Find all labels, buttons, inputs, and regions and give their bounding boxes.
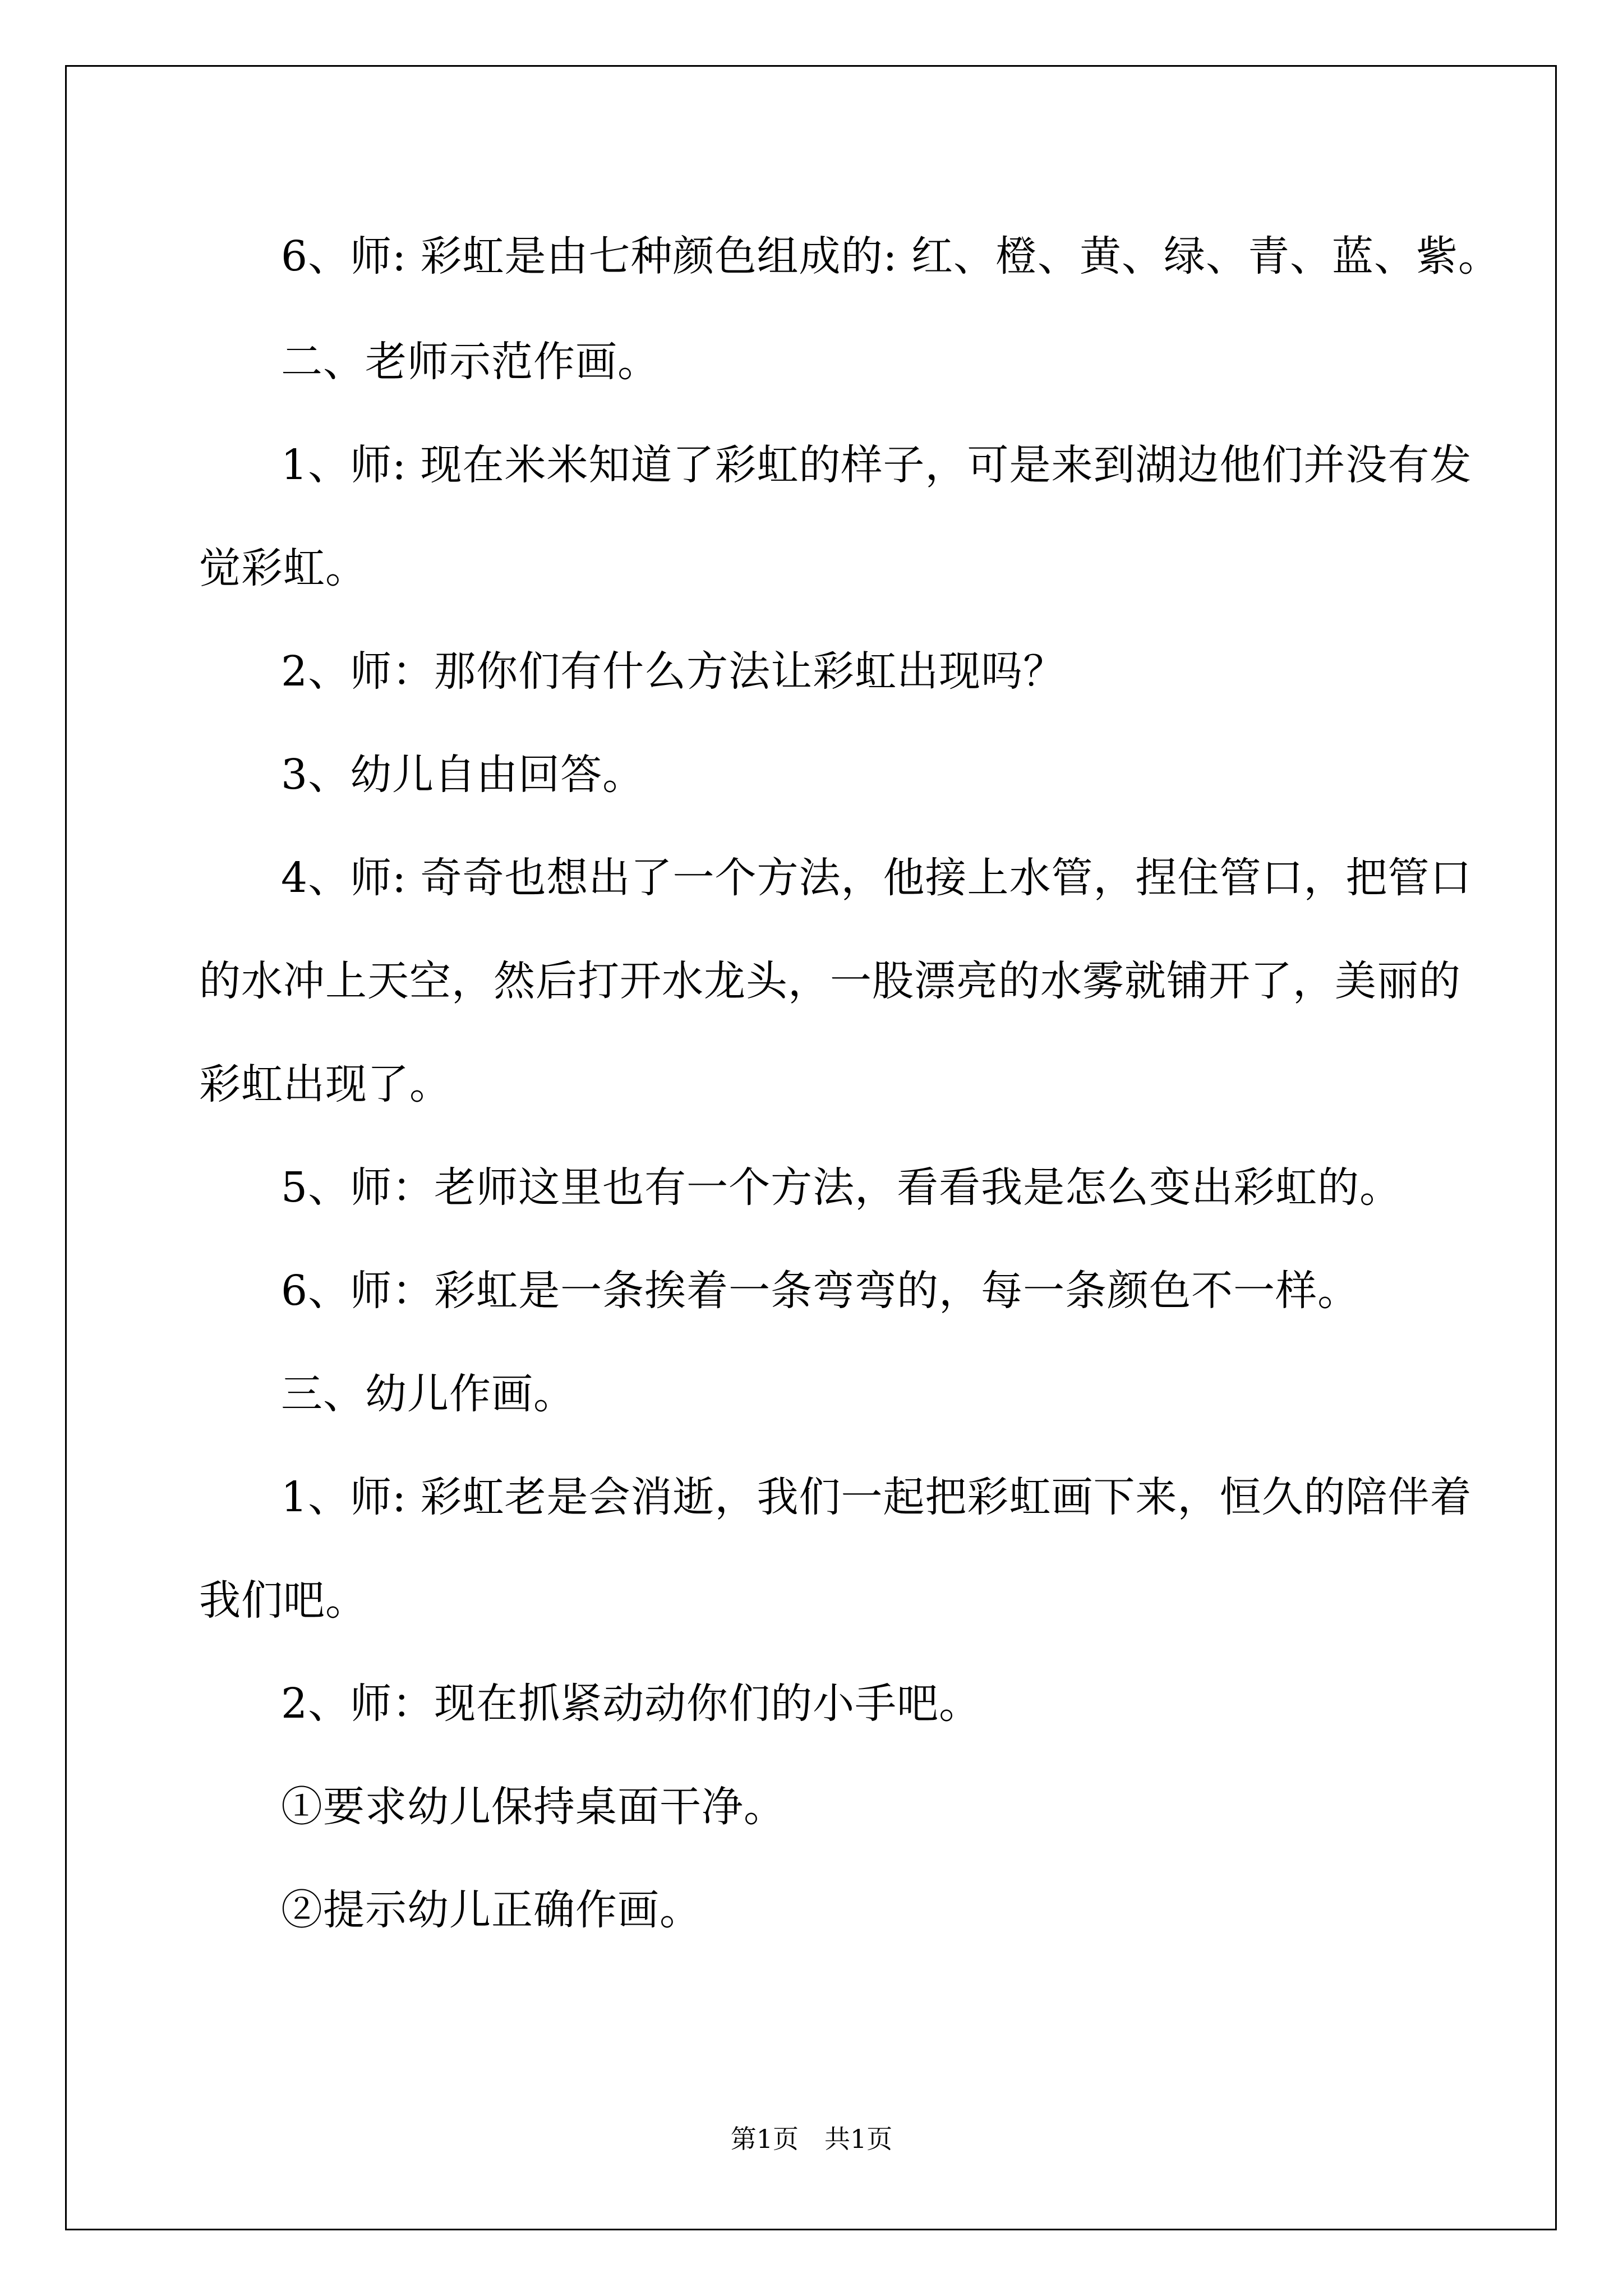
page-number-footer: 第1页 共1页 xyxy=(730,2124,893,2154)
paragraph-line: 我们吧。 xyxy=(199,1576,367,1625)
paragraph-line: 2、师：那你们有什么方法让彩虹出现吗？ xyxy=(281,647,1066,696)
section-heading: 二、老师示范作画。 xyxy=(281,338,660,386)
paragraph-line: 觉彩虹。 xyxy=(199,544,367,592)
paragraph-line: 的水冲上天空，然后打开水龙头，一股漂亮的水雾就铺开了，美丽的 xyxy=(199,957,1461,1005)
paragraph-line: 6、师：彩虹是一条挨着一条弯弯的，每一条颜色不一样。 xyxy=(281,1267,1360,1315)
paragraph-line: 彩虹出现了。 xyxy=(199,1060,451,1108)
list-item: ①要求幼儿保持桌面干净。 xyxy=(281,1783,786,1831)
section-heading: 三、幼儿作画。 xyxy=(281,1370,575,1418)
paragraph-line: 1、师: 现在米米知道了彩虹的样子，可是来到湖边他们并没有发 xyxy=(281,441,1472,489)
paragraph-line: 1、师: 彩虹老是会消逝，我们一起把彩虹画下来，恒久的陪伴着 xyxy=(281,1473,1472,1521)
paragraph-line: 6、师: 彩虹是由七种颜色组成的: 红、橙、黄、绿、青、蓝、紫。 xyxy=(281,232,1500,280)
paragraph-line: 4、师: 奇奇也想出了一个方法，他接上水管，捏住管口，把管口 xyxy=(281,854,1472,902)
paragraph-line: 2、师：现在抓紧动动你们的小手吧。 xyxy=(281,1680,981,1728)
list-item: ②提示幼儿正确作画。 xyxy=(281,1886,702,1934)
paragraph-line: 5、师：老师这里也有一个方法，看看我是怎么变出彩虹的。 xyxy=(281,1163,1402,1212)
paragraph-line: 3、幼儿自由回答。 xyxy=(281,751,645,799)
